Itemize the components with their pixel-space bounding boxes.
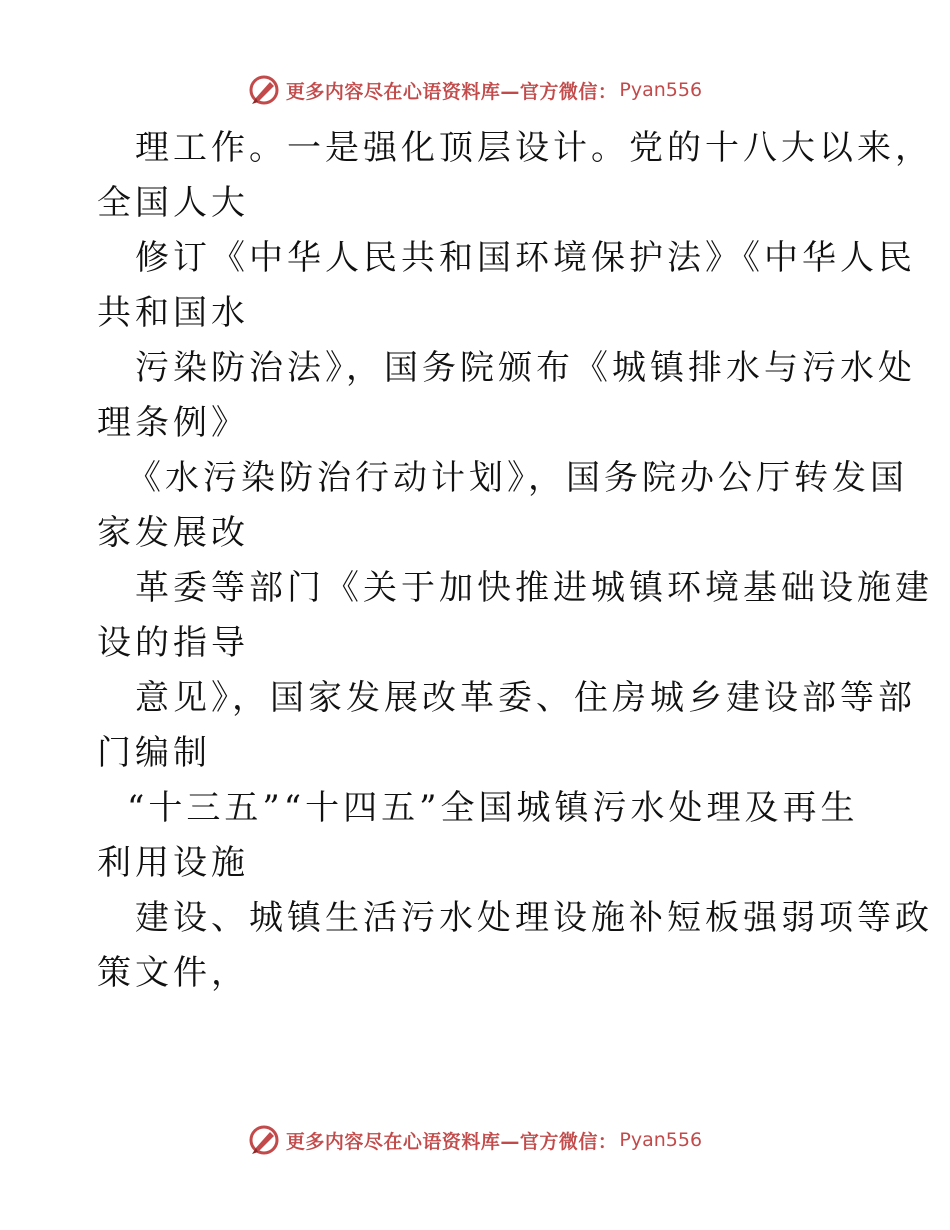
watermark-id: Pyan556 xyxy=(619,79,703,101)
pen-logo-icon xyxy=(248,1124,280,1156)
paragraph-line: 修订《中华人民共和国环境保护法》《中华人民 xyxy=(135,238,916,278)
paragraph-line: 建设、城镇生活污水处理设施补短板强弱项等政 xyxy=(135,898,933,938)
paragraph-line: 意见》，国家发展改革委、住房城乡建设部等部 xyxy=(135,678,916,718)
paragraph-line: 门编制 xyxy=(97,733,211,773)
watermark-text: 更多内容尽在心语资料库—官方微信： xyxy=(285,1130,618,1153)
paragraph-line: 理条例》 xyxy=(97,403,249,443)
paragraph-line: 策文件， xyxy=(97,953,249,993)
paragraph-line: 设的指导 xyxy=(97,623,249,663)
paragraph-line: “十三五”“十四五”全国城镇污水处理及再生 xyxy=(127,788,859,828)
paragraph-line: 全国人大 xyxy=(97,183,249,223)
paragraph-line: 革委等部门《关于加快推进城镇环境基础设施建 xyxy=(135,568,933,608)
paragraph-line: 家发展改 xyxy=(97,513,249,553)
paragraph-line: 理工作。一是强化顶层设计。党的十八大以来， xyxy=(135,128,933,168)
paragraph-line: 《水污染防治行动计划》，国务院办公厅转发国 xyxy=(127,458,908,498)
paragraph-line: 共和国水 xyxy=(97,293,249,333)
header-watermark xyxy=(0,70,950,110)
pen-logo-icon xyxy=(248,74,280,106)
paragraph-line: 利用设施 xyxy=(97,843,249,883)
document-body xyxy=(97,121,933,1001)
footer-watermark xyxy=(0,1120,950,1160)
watermark-id: Pyan556 xyxy=(619,1129,703,1151)
paragraph-line: 污染防治法》，国务院颁布《城镇排水与污水处 xyxy=(135,348,916,388)
watermark-text: 更多内容尽在心语资料库—官方微信： xyxy=(285,80,618,103)
